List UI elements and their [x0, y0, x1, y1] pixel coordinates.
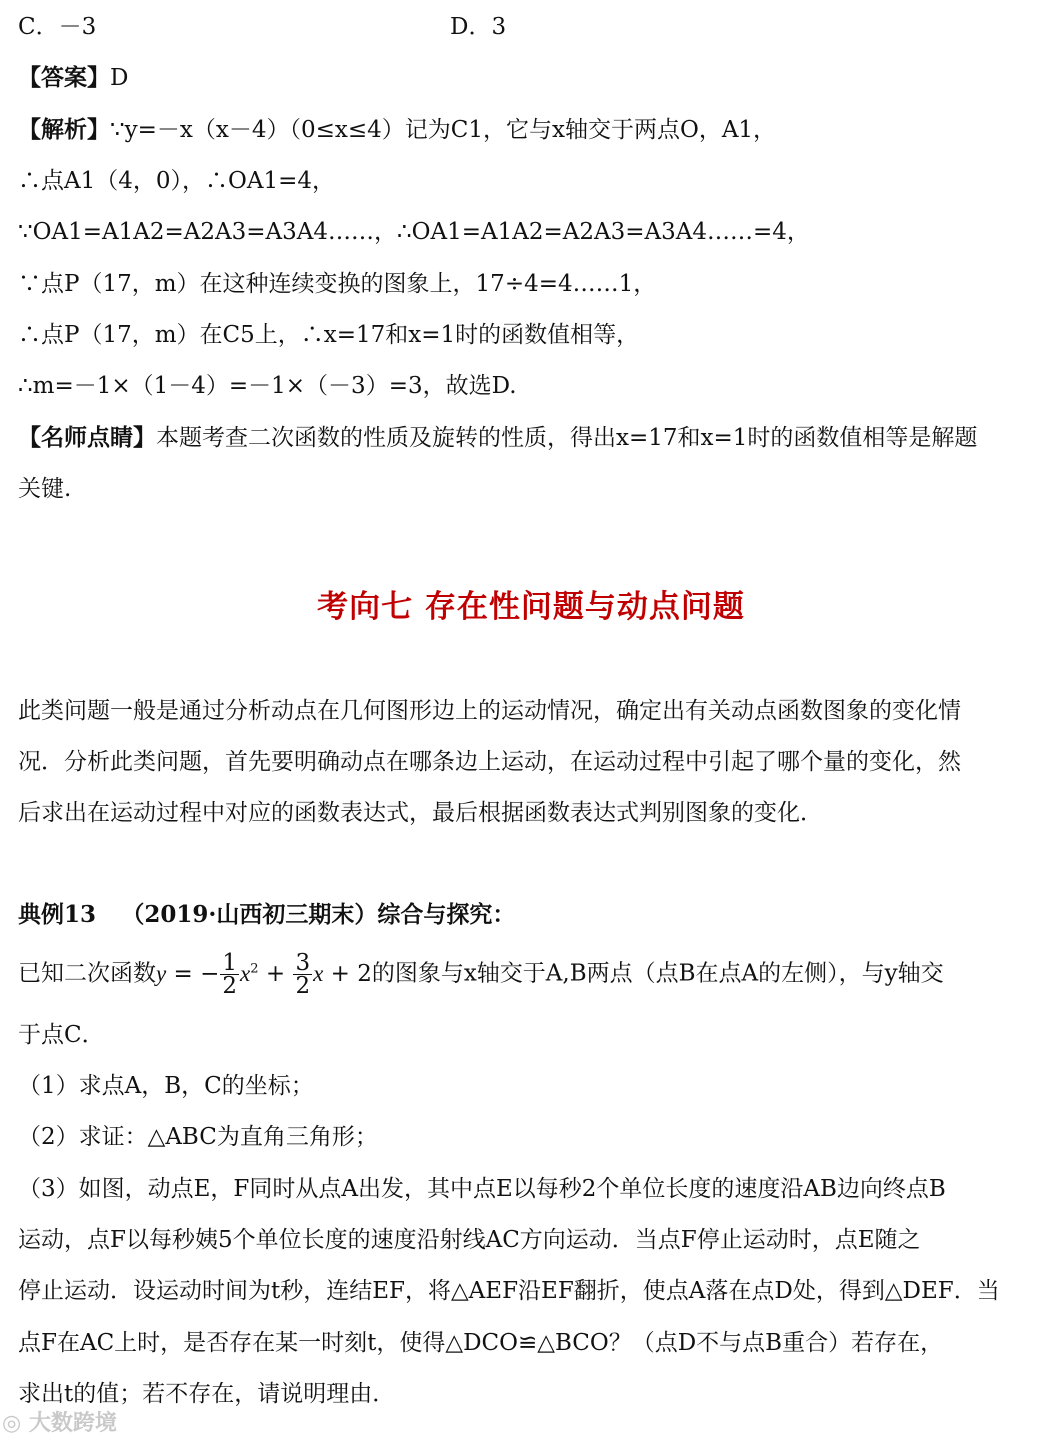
- watermark-text: 大数跨境: [28, 1411, 117, 1436]
- question-1: （1）求点A，B，C的坐标；: [18, 1073, 314, 1099]
- watermark-logo: [2, 1406, 117, 1437]
- analysis-text-1: ∵y=－x（x－4）（0≤x≤4）记为C1，它与x轴交于两点O，A1，: [110, 117, 777, 143]
- comment-line-1: [18, 424, 1044, 452]
- stem-suffix: 的图象与x轴交于A,B两点（点B在点A的左侧），与y轴交: [371, 960, 944, 987]
- stem-prefix: 已知二次函数: [18, 960, 156, 987]
- answer-label: 【答案】: [18, 64, 110, 91]
- example-stem-line-2: 于点C．: [18, 1022, 105, 1048]
- example-source: （2019·山西初三期末）综合与探究：: [121, 901, 516, 928]
- intro-line-3: 后求出在运动过程中对应的函数表达式，最后根据函数表达式判别图象的变化．: [18, 800, 823, 826]
- intro-line-2: 况．分析此类问题，首先要明确动点在哪条边上运动，在运动过程中引起了哪个量的变化，然: [18, 749, 961, 775]
- option-d: D．3: [450, 14, 507, 40]
- question-2: （2）求证：△ABC为直角三角形；: [18, 1124, 378, 1150]
- watermark-icon: ◎: [2, 1411, 22, 1436]
- comment-text-1: 本题考查二次函数的性质及旋转的性质，得出x=17和x=1时的函数值相等是解题: [156, 425, 978, 451]
- question-3-line-5: 求出t的值；若不存在，请说明理由．: [18, 1381, 396, 1407]
- answer-line: [18, 64, 1044, 92]
- analysis-line-3: ∵OA1=A1A2=A2A3=A3A4……，∴OA1=A1A2=A2A3=A3A4……=4，: [18, 219, 810, 245]
- option-row: [18, 13, 1044, 41]
- section-title: 考向七 存在性问题与动点问题: [317, 589, 745, 625]
- comment-line-2: 关键.: [18, 476, 72, 502]
- example-stem-line-1: [18, 952, 1044, 1002]
- analysis-line-6: ∴m=－1×（1－4）=－1×（－3）=3，故选D.: [18, 373, 517, 399]
- question-3-line-4: 点F在AC上时，是否存在某一时刻t，使得△DCO≌△BCO？（点D不与点B重合）若存在，: [18, 1330, 944, 1356]
- analysis-line-1: [18, 116, 1044, 144]
- quadratic-formula: y = − $\frac{1}{2}$ $x^2$ + $\frac{3}{2}$ x + 2: [156, 950, 372, 999]
- question-3-line-3: 停止运动．设运动时间为t秒，连结EF，将△AEF沿EF翻折，使点A落在点D处，得到△DEF．当: [18, 1278, 1000, 1304]
- question-3-line-1: （3）如图，动点E，F同时从点A出发，其中点E以每秒2个单位长度的速度沿AB边向终点B: [18, 1176, 946, 1202]
- example-label: 典例13: [18, 901, 97, 928]
- option-c: C．－3: [18, 14, 97, 40]
- question-3-line-2: 运动，点F以每秒姨5个单位长度的速度沿射线AC方向运动．当点F停止运动时，点E随之: [18, 1227, 921, 1253]
- analysis-label: 【解析】: [18, 116, 110, 143]
- example-heading: [18, 901, 1044, 929]
- analysis-line-4: ∵点P（17，m）在这种连续变换的图象上，17÷4=4……1，: [18, 271, 657, 297]
- intro-line-1: 此类问题一般是通过分析动点在几何图形边上的运动情况，确定出有关动点函数图象的变化情: [18, 698, 961, 724]
- comment-label: 【名师点睛】: [18, 424, 156, 451]
- answer-value: D: [110, 65, 129, 91]
- analysis-line-2: ∴点A1（4，0），∴OA1=4，: [18, 168, 336, 194]
- analysis-line-5: ∴点P（17，m）在C5上，∴x=17和x=1时的函数值相等，: [18, 322, 640, 348]
